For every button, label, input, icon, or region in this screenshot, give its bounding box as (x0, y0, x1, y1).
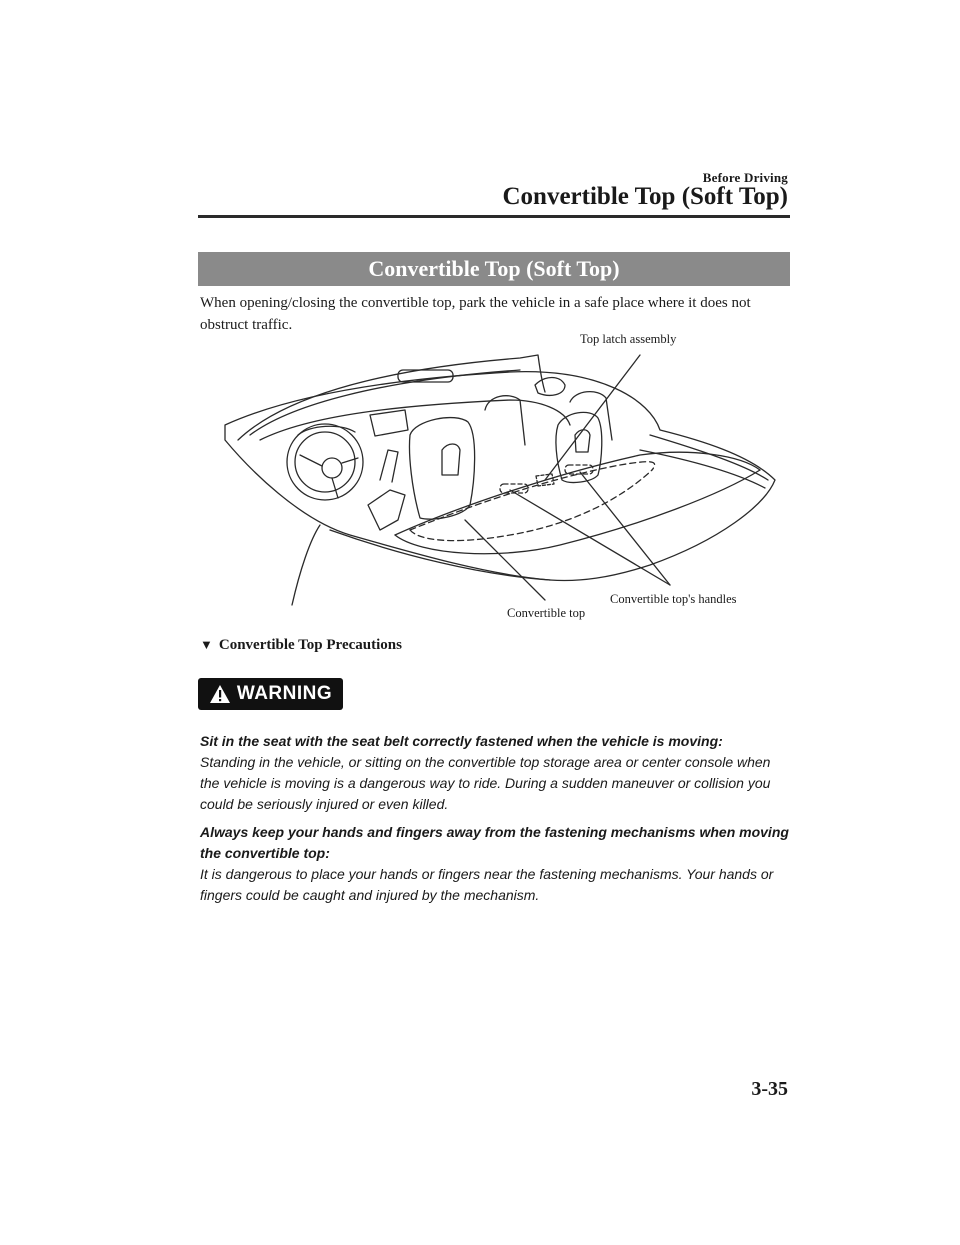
callout-top-latch-assembly: Top latch assembly (580, 332, 677, 346)
subsection-heading (200, 637, 402, 654)
warning-body: It is dangerous to place your hands or fingers near the fastening mechanisms. Your hands or fingers could be caught and injured by the mechanism. (200, 866, 774, 903)
warning-heading: Always keep your hands and fingers away from the fastening mechanisms when moving the convertible top: (200, 824, 789, 861)
callout-convertible-top-handles: Convertible top's handles (610, 592, 737, 606)
callout-convertible-top: Convertible top (507, 606, 586, 620)
warning-item (200, 731, 790, 815)
warning-label: WARNING (236, 683, 333, 704)
warning-body: Standing in the vehicle, or sitting on the convertible top storage area or center console when the vehicle is moving is a dangerous way to ride. During a sudden maneuver or collision you could be seriously injured or even killed. (200, 754, 771, 812)
page-title: Convertible Top (Soft Top) (502, 183, 788, 210)
warning-heading: Sit in the seat with the seat belt correctly fastened when the vehicle is moving: (200, 733, 723, 749)
car-illustration (220, 330, 780, 620)
triangle-marker-icon: ▼ (200, 637, 213, 652)
warning-triangle-icon (209, 684, 231, 704)
page-number: 3-35 (751, 1078, 788, 1100)
warning-item (200, 822, 790, 906)
header-rule (198, 215, 790, 218)
intro-paragraph: When opening/closing the convertible top, park the vehicle in a safe place where it does not obstruct traffic. (200, 295, 751, 333)
warning-badge (198, 678, 343, 710)
convertible-top-figure (220, 330, 780, 620)
section-banner: Convertible Top (Soft Top) (198, 252, 790, 286)
subsection-title: Convertible Top Precautions (218, 637, 402, 653)
section-label: Before Driving (702, 170, 788, 185)
